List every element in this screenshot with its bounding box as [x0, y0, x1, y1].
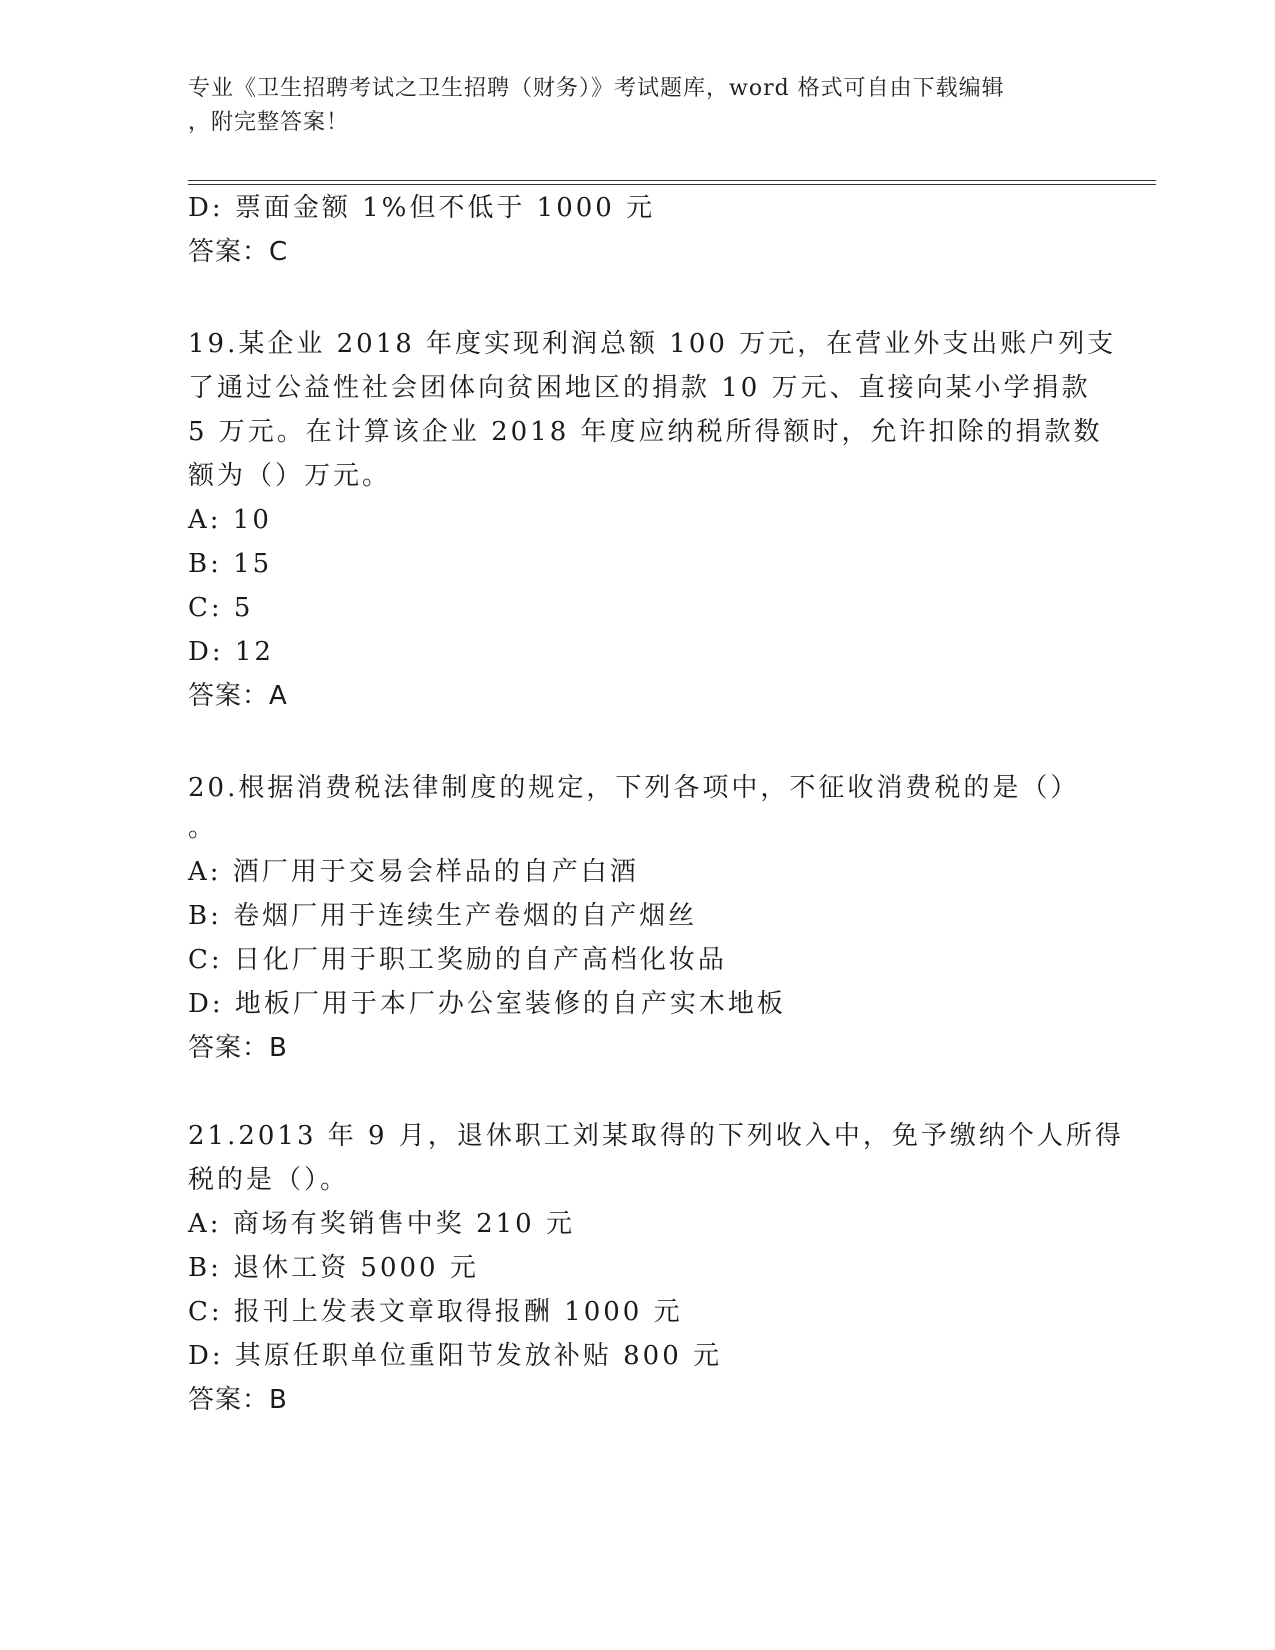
q18-answer: 答案：C — [188, 237, 289, 267]
q19-option-b: B: 15 — [188, 549, 273, 579]
page-header — [188, 72, 1088, 140]
q21-stem-line-1: 21.2013 年 9 月，退休职工刘某取得的下列收入中，免予缴纳个人所得 — [188, 1121, 1124, 1151]
q21-stem-line-2: 税的是（）。 — [188, 1165, 350, 1195]
header-divider-top — [188, 180, 1156, 181]
q19-stem-line-2: 了通过公益性社会团体向贫困地区的捐款 10 万元、直接向某小学捐款 — [188, 373, 1091, 403]
q20-stem-line-2: 。 — [188, 813, 218, 843]
q21-answer: 答案：B — [188, 1385, 288, 1415]
q20-option-b: B: 卷烟厂用于连续生产卷烟的自产烟丝 — [188, 901, 698, 931]
q20-option-a: A: 酒厂用于交易会样品的自产白酒 — [188, 857, 639, 887]
q18-option-d: D: 票面金额 1%但不低于 1000 元 — [188, 193, 656, 223]
q19-option-d: D: 12 — [188, 637, 274, 667]
q19-answer: 答案：A — [188, 681, 288, 711]
header-line-1: 专业《卫生招聘考试之卫生招聘（财务）》考试题库，word 格式可自由下载编辑 — [188, 76, 1005, 101]
header-line-2: ，附完整答案！ — [188, 110, 350, 135]
q20-stem-line-1: 20.根据消费税法律制度的规定，下列各项中，不征收消费税的是（） — [188, 773, 1080, 803]
q19-option-c: C: 5 — [188, 593, 254, 623]
q19-stem-line-3: 5 万元。在计算该企业 2018 年度应纳税所得额时，允许扣除的捐款数 — [188, 417, 1103, 447]
q19-option-a: A: 10 — [188, 505, 272, 535]
q20-option-d: D: 地板厂用于本厂办公室装修的自产实木地板 — [188, 989, 786, 1019]
q19-stem-line-1: 19.某企业 2018 年度实现利润总额 100 万元，在营业外支出账户列支 — [188, 329, 1117, 359]
header-divider-bottom — [188, 184, 1156, 185]
q21-option-c: C: 报刊上发表文章取得报酬 1000 元 — [188, 1297, 683, 1327]
q20-answer: 答案：B — [188, 1033, 288, 1063]
q19-stem-line-4: 额为（）万元。 — [188, 461, 392, 491]
q21-option-a: A: 商场有奖销售中奖 210 元 — [188, 1209, 575, 1239]
q20-option-c: C: 日化厂用于职工奖励的自产高档化妆品 — [188, 945, 727, 975]
q21-option-d: D: 其原任职单位重阳节发放补贴 800 元 — [188, 1341, 723, 1371]
q21-option-b: B: 退休工资 5000 元 — [188, 1253, 479, 1283]
